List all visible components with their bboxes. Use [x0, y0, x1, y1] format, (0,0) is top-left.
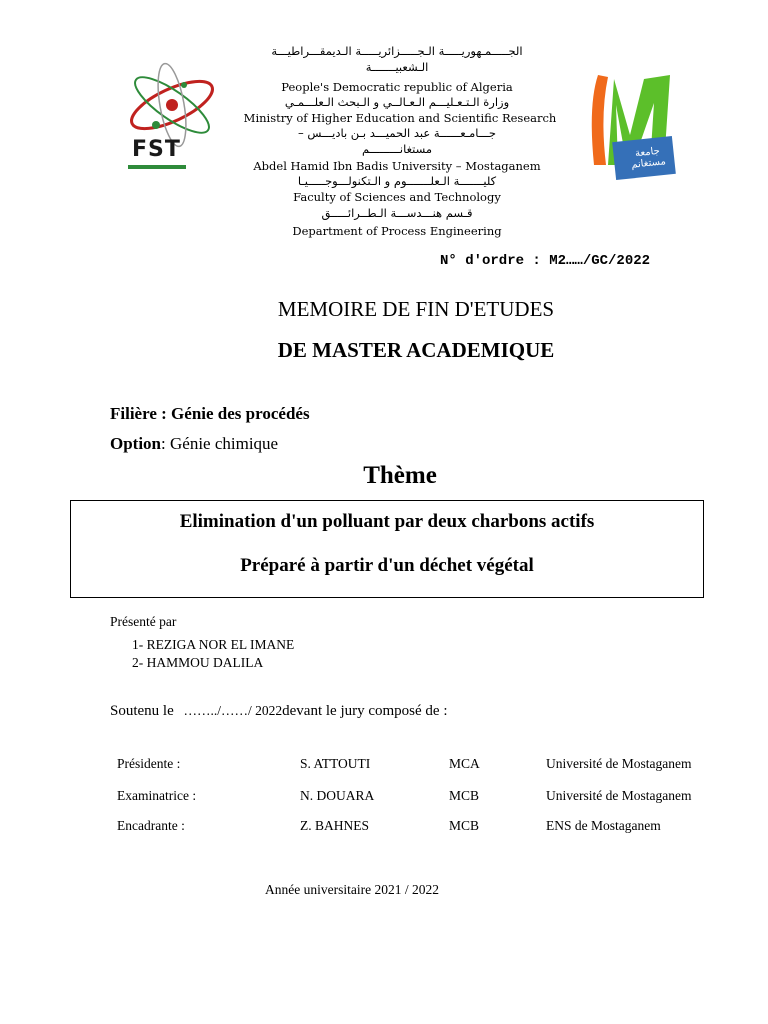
jury-role: Examinatrice : [117, 788, 197, 803]
header-ministry: Ministry of Higher Education and Scientific Research [243, 111, 557, 125]
header-department: Department of Process Engineering [292, 224, 502, 238]
header-department-arabic: قـسم هنـــدســـة الـطــرائـــــق [321, 206, 473, 220]
filiere-line [110, 404, 310, 424]
theme-line-2: Préparé à partir d'un déchet végétal [240, 555, 534, 576]
defense-label: Soutenu le [110, 703, 174, 719]
title-line-2: DE MASTER ACADEMIQUE [277, 338, 555, 362]
header-faculty-arabic: كليـــــــة الـعلـــــــوم و الـتكنولـــوجـــــيـا [297, 174, 497, 188]
jury-institution: ENS de Mostaganem [546, 818, 661, 833]
student-1: 1- REZIGA NOR EL IMANE [132, 637, 295, 652]
defense-date: ……../……/ 2022 [183, 703, 283, 718]
header-university-arabic: جـــامـعــــــة عبد الحميـــد بـن باديـــس – [297, 126, 497, 140]
jury-grade: MCB [449, 788, 480, 803]
defense-rest: devant le jury composé de : [282, 703, 448, 719]
theme-heading: Thème [363, 462, 437, 489]
jury-role: Présidente : [117, 756, 181, 771]
theme-box [70, 500, 704, 598]
jury-name: S. ATTOUTI [300, 756, 371, 771]
header-republic-arabic-1: الجـــــمـهوريـــــة الـجـــــزائريـــــة الـديمقـــراطيـــة [271, 44, 523, 58]
header-faculty: Faculty of Sciences and Technology [293, 190, 501, 204]
academic-year: Année universitaire 2021 / 2022 [265, 882, 439, 897]
header-ministry-arabic: وزارة الـتـعـليـــم الـعـالــي و الـبحث الـعلـــمـي [284, 95, 510, 109]
jury-role: Encadrante : [117, 818, 185, 833]
fst-logo-subtitle [128, 165, 186, 169]
student-2: 2- HAMMOU DALILA [132, 655, 264, 670]
jury-institution: Université de Mostaganem [546, 756, 692, 771]
jury-grade: MCA [449, 756, 480, 771]
header-republic-arabic-2: الـشعبيـــــــة [365, 60, 429, 74]
option-line [110, 434, 278, 454]
jury-name: Z. BAHNES [300, 818, 370, 833]
header-mostaganem-arabic: مستغانـــــــــم [361, 142, 433, 156]
presented-by: Présenté par [110, 614, 177, 629]
title-line-1: MEMOIRE DE FIN D'ETUDES [277, 297, 555, 321]
header-university: Abdel Hamid Ibn Badis University – Mostaganem [253, 159, 541, 173]
option-value: : Génie chimique [161, 434, 279, 453]
filiere-label: Filière : [110, 404, 172, 423]
header-republic: People's Democratic republic of Algeria [281, 80, 513, 94]
filiere-value: Génie des procédés [171, 404, 310, 423]
order-number: N° d'ordre : M2……/GC/2022 [440, 253, 651, 269]
option-label: Option [110, 434, 162, 453]
jury-institution: Université de Mostaganem [546, 788, 692, 803]
jury-grade: MCB [449, 818, 480, 833]
university-logo-arabic: جامعة مستغانم [630, 145, 667, 171]
jury-name: N. DOUARA [300, 788, 375, 803]
defense-line [110, 703, 448, 720]
fst-logo-text: FST [132, 137, 181, 162]
theme-line-1: Elimination d'un polluant par deux charbons actifs [179, 511, 595, 532]
